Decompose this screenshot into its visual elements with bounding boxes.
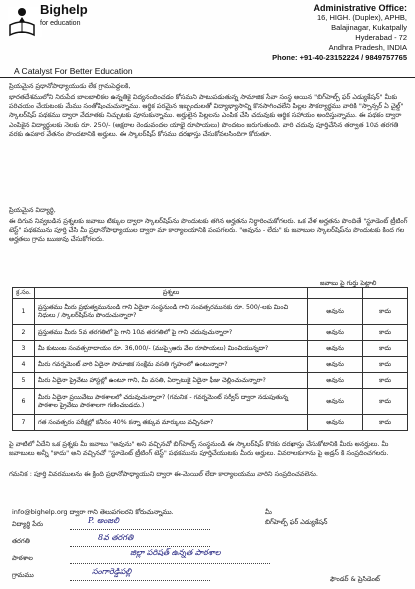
signature-organisation: బిగ్‌హెల్ప్ ఫర్ ఎడ్యుకేషన్ [265,518,328,526]
answer-no[interactable]: కాదు [363,357,408,373]
student-salutation: ప్రియమైన విద్యార్థి, [9,206,56,214]
signature-title: ఫౌండర్ & ప్రెసిడెంట్ [330,575,380,583]
question-text: మీరు ఏదైనా ప్రయివేటు పాఠశాలలో చదువుచున్నారా? (గమనిక - గవర్నమెంట్ సర్వీస్ ద్వారా నడుపుతున్న పాఠశాల ప్రైవేటు పాఠశాలగా గణించబడదు.) [34,389,307,415]
answer-yes[interactable]: అవును [308,373,363,389]
column-header-sno: క్ర.సం. [13,288,35,299]
answer-yes[interactable]: అవును [308,325,363,341]
field-value-class[interactable]: 8వ తరగతి [98,533,134,542]
row-number: 5 [13,373,35,389]
instructions-paragraph: ఈ దిగువ నివ్వబడిన ప్రశ్నలకు జవాబు టిక్కుల ద్వారా స్కాలర్‌షిప్‌ను పొందుటకు తగిన అర్హతను నిర్ధారించుకోగలరు. ఒక వేళ అర్హతను పొందితే "స్టూడెంట్ ట్రీటింగ్ టెస్ట్" పథకమును పూర్తి చేసి మీ ప్రధానోపాధ్యాయుల ద్వారా మా కార్యాలయానికి పంపగలరు. "అవును - లేదు" కు జవాబుల స్కాలర్‌షిప్‌ను పొందుటకు కింద గల అర్హతలు గ్రామ ఋజువు చేసుకోగలరు. [9,217,408,244]
table-row [13,415,408,431]
row-number: 2 [13,325,35,341]
office-phone: Phone: +91-40-23152224 / 9849757765 [272,53,407,62]
brand-subtitle: for education [40,20,81,27]
field-value-student-name[interactable]: P. అంజలి [88,516,120,525]
answer-no[interactable]: కాదు [363,341,408,357]
eligibility-note-paragraph: పై వాటిలో ఏదేని ఒక ప్రశ్నకు మీ జవాబు "అవును" అని వచ్చినచో బిగ్‌హెల్ప్ సంస్థనుండి ఈ స్కాలర్‌షిప్ కొరకు దరఖాస్తు చేసుకోటానికి మీరు అనర్హులు. మీ జవాబులు అన్నీ "కాదు" అని వచ్చినచో "స్టూడెంట్ ట్రీటింగ్ టెస్ట్" పథకమును పూర్తిచేయుటకు మీరు అర్హులు. వివరాలకుగాను పై అడ్రస్ కి సంప్రదించగలరు. [9,440,389,458]
answer-no[interactable]: కాదు [363,389,408,415]
row-number: 3 [13,341,35,357]
question-text: మీరు ఏదైనా ప్రైవేటు హాస్టల్లో ఉంటూ గాని, మీ వసతి, ఏర్పాటుకై ఏదైనా ఫీజు చెల్లించుచున్నారా? [34,373,307,389]
field-label-class: తరగతి [12,537,30,545]
row-number: 4 [13,357,35,373]
field-line [70,546,210,547]
answer-yes[interactable]: అవును [308,415,363,431]
answer-yes[interactable]: అవును [308,299,363,325]
address-line: Andhra Pradesh, INDIA [328,43,407,52]
field-value-school[interactable]: జిల్లా పరిషత్ ఉన్నత పాఠశాల [130,548,221,557]
row-number: 7 [13,415,35,431]
answer-yes[interactable]: అవును [308,389,363,415]
address-line: 16, HIGH. (Duplex), APHB, [316,13,407,22]
brand-name: Bighelp [40,2,88,17]
field-line [70,529,210,530]
guidance-note: గమనిక : పూర్తి వివరములను ఈ క్రింది ప్రధానోపాధ్యాయుని ద్వారా ఈ-మెయిల్ లేదా కార్యాలయము వారిని సంప్రదించవలెను. [9,470,318,478]
address-line: Hyderabad - 72 [355,33,407,42]
header-divider [0,77,415,78]
row-number: 6 [13,389,35,415]
tagline: A Catalyst For Better Education [14,66,133,76]
eligibility-table [12,287,408,431]
question-text: గత సంవత్సరం పరీక్షల్లో కనీసం 40% కన్నా తక్కువ మార్కులు వచ్చినవా? [34,415,307,431]
question-text: ప్రస్తుతము మీరు ప్రభుత్వమునుండి గాని ఏదైనా సంస్థనుండి గాని సంవత్సరమునకు రూ. 500/-లకు మించి నిధులు / స్కాలర్‌షిప్‌ను పొందుచున్నారా? [34,299,307,325]
answer-column-heading: జవాబు పై గుర్తు పెట్టాలి [320,280,377,287]
table-row [13,299,408,325]
answer-no[interactable]: కాదు [363,415,408,431]
table-row [13,389,408,415]
field-line [70,580,210,581]
table-row [13,325,408,341]
question-text: మీరు గవర్నమెంట్ వారి ఏదైనా సామాజిక సంక్షేమ వసతి గృహంలో ఉంటున్నారా? [34,357,307,373]
answer-yes[interactable]: అవును [308,357,363,373]
signature-greeting: మీ [265,508,272,516]
field-label-student-name: విద్యార్థి పేరు [12,520,44,528]
answer-no[interactable]: కాదు [363,373,408,389]
bighelp-logo-icon [8,3,44,39]
address-line: Balajinagar, Kukatpally [331,23,407,32]
table-row [13,357,408,373]
field-label-school: పాఠశాల [12,554,33,562]
row-number: 1 [13,299,35,325]
intro-paragraph: భారతదేశములోని నిరుపేద బాలబాలికల ఉన్నతికై విద్యనందించడం కోసమని పాటుపడుతున్న సామాజిక సేవా సంస్థ అయిన "బిగ్‌హెల్ప్ ఫర్ ఎడ్యుకేషన్" మీకు పరిచయం చేయటంకు మేము సంతోషించుచున్నాము. ఆర్థిక పరమైన ఇబ్బందులతో విద్యాభ్యాసాన్ని కొనసాగించలేని పిల్లల సౌకర్యార్థము వారికి "స్పాన్సర్ ఏ చైల్డ్" స్కాలర్‌షిప్ పథకము ద్వారా వేదూతకు నిచ్చుటకు పూనుకున్నాము. అర్హులైన పిల్లలను ఎంపిక చేసి చదువుకు ఆర్థిక సహాయం అందిస్తున్నాము. ఈ పథకం ద్వారా ఎంపికైన విద్యార్థులకు నెలకు రూ. 250/- (అక్షరాల రెండువందల యాభై రూపాయలు) పొందటం జరుగుతుంది. వారి చదువు పూర్తిచేసిన తర్వాత 10వ తరగతి వరకు ఉపకార వేతనం పొందటానికి అర్హులు. ఈ స్కాలర్‌షిప్ కోసము దరఖాస్తు చేసుకోవలసిందిగా కోరుతూ. [9,93,404,138]
office-address [257,3,407,63]
salutation: ప్రియమైన ప్రధానోపాధ్యాయుడు లేక గ్రామపెద్దలకి, [9,82,131,90]
table-header-row [13,288,408,299]
answer-no[interactable]: కాదు [363,299,408,325]
field-value-village[interactable]: సంగారెడ్డిపల్లి [92,567,132,576]
field-label-village: గ్రామము [12,571,34,579]
table-row [13,373,408,389]
column-header-question: ప్రశ్నలు [34,288,307,299]
contact-email: info@bighelp.org ద్వారా గాని తెలుపగలరని కోరుచున్నాము. [12,508,174,516]
answer-no[interactable]: కాదు [363,325,408,341]
answer-yes[interactable]: అవును [308,341,363,357]
question-text: ప్రస్తుతము మీరు 5వ తరగతిలో పై గాని 10వ తరగతిలో పై గాని చదువుచున్నారా? [34,325,307,341]
question-text: మీ కుటుంబ సంవత్సరాదాయం రూ. 36,000/- (ముప్పైఆరు వేల రూపాయలు) మించియున్నదా? [34,341,307,357]
office-title: Administrative Office: [313,3,407,13]
table-row [13,341,408,357]
field-line [70,563,270,564]
